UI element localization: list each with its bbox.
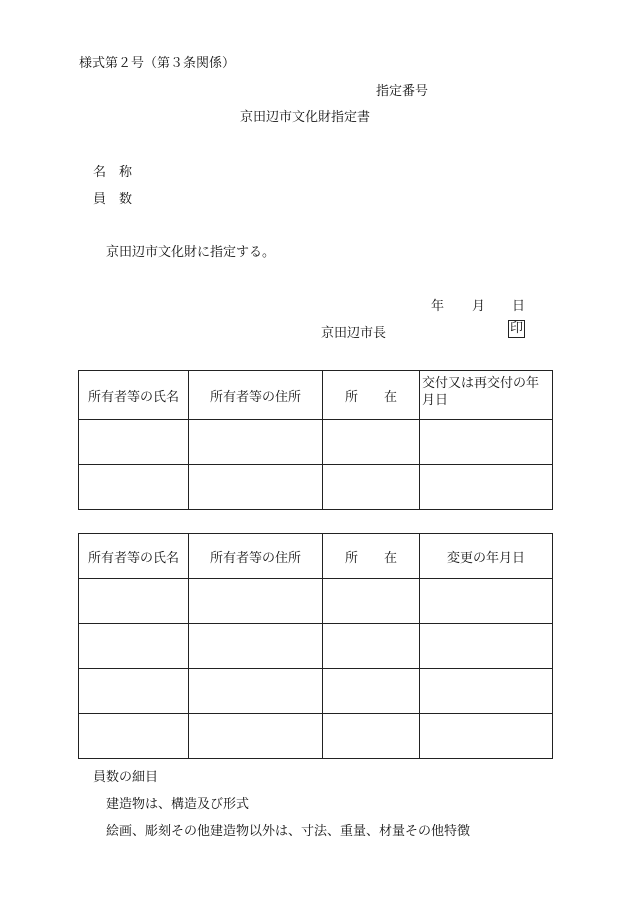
seal-text: 印 bbox=[510, 321, 524, 336]
header-location: 所 在 bbox=[323, 371, 420, 420]
header-owner-address: 所有者等の住所 bbox=[189, 371, 323, 420]
header-owner-name: 所有者等の氏名 bbox=[79, 534, 189, 579]
designation-statement: 京田辺市文化財に指定する。 bbox=[106, 245, 276, 260]
designation-number-label: 指定番号 bbox=[376, 84, 429, 99]
name-label: 名 称 bbox=[93, 165, 133, 180]
document-title: 京田辺市文化財指定書 bbox=[240, 110, 371, 125]
table-row bbox=[79, 465, 553, 510]
seal-mark bbox=[508, 320, 525, 338]
date-year: 年 bbox=[431, 299, 445, 314]
header-issue-date: 交付又は再交付の年月日 bbox=[420, 371, 553, 420]
header-location: 所 在 bbox=[323, 534, 420, 579]
table-row bbox=[79, 420, 553, 465]
table-row bbox=[79, 669, 553, 714]
date-month: 月 bbox=[472, 299, 486, 314]
table-header-row bbox=[79, 371, 553, 420]
owner-table bbox=[78, 370, 553, 510]
table-row bbox=[79, 714, 553, 759]
header-owner-address: 所有者等の住所 bbox=[189, 534, 323, 579]
notes-heading: 員数の細目 bbox=[93, 770, 159, 785]
notes-line-buildings: 建造物は、構造及び形式 bbox=[106, 797, 250, 812]
count-label: 員 数 bbox=[93, 192, 133, 207]
issuer-name: 京田辺市長 bbox=[321, 326, 387, 341]
form-id: 様式第２号（第３条関係） bbox=[79, 56, 236, 71]
date-day: 日 bbox=[512, 299, 526, 314]
table-row bbox=[79, 579, 553, 624]
change-table bbox=[78, 533, 553, 759]
header-owner-name: 所有者等の氏名 bbox=[79, 371, 189, 420]
table-row bbox=[79, 624, 553, 669]
header-change-date: 変更の年月日 bbox=[420, 534, 553, 579]
notes-line-other: 絵画、彫刻その他建造物以外は、寸法、重量、材量その他特徴 bbox=[106, 824, 471, 839]
table-header-row bbox=[79, 534, 553, 579]
